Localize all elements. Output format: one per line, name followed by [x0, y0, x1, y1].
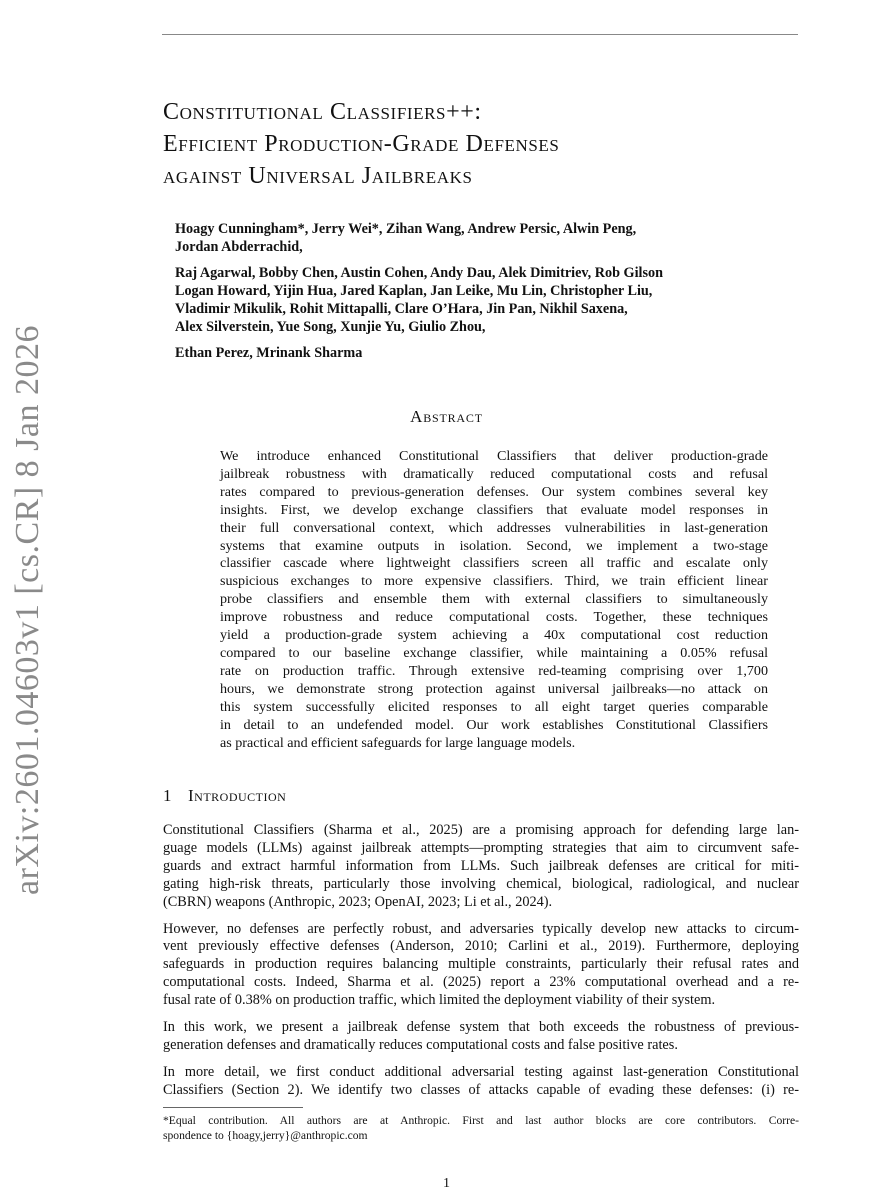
paragraph: [163, 1064, 799, 1100]
abstract-heading: Abstract: [410, 407, 483, 426]
body-line: fusal rate of 0.38% on production traffic, which limited the deployment viability of their system.: [163, 992, 716, 1009]
section-title: Introduction: [188, 786, 287, 805]
body-line: guage models (LLMs) against jailbreak attempts—prompting strategies that aim to circumvent safe-: [163, 839, 799, 856]
author-list: [175, 220, 775, 370]
body-line: computational costs. Indeed, Sharma et al. (2025) report a 23% computational overhead and a re-: [163, 974, 799, 991]
body-line: In this work, we present a jailbreak defense system that both exceeds the robustness of previous-: [163, 1019, 799, 1036]
paragraph: [163, 822, 799, 912]
author-block-1: [175, 220, 775, 256]
abstract-line: suspicious exchanges to more expensive classifiers. Third, we train efficient linear: [220, 573, 768, 590]
body-line: However, no defenses are perfectly robust, and adversaries typically develop new attacks to circum-: [163, 920, 799, 937]
abstract-line: improve robustness and reduce computational costs. Together, these techniques: [220, 609, 768, 626]
title-line-2: Efficient Production-Grade Defenses: [163, 131, 560, 157]
abstract-line: their full conversational context, which addresses vulnerabilities in last-generation: [220, 519, 768, 536]
paragraph: [163, 1019, 799, 1055]
body-line: In more detail, we first conduct additional adversarial testing against last-generation Constitutional: [163, 1063, 799, 1080]
author-block-2: [175, 264, 775, 336]
abstract-line: systems that examine outputs in isolation. Second, we implement a two-stage: [220, 537, 768, 554]
author-line: Alex Silverstein, Yue Song, Xunjie Yu, Giulio Zhou,: [175, 319, 486, 335]
top-rule: [162, 34, 798, 35]
section-heading: [163, 786, 286, 806]
author-line: Jordan Abderrachid,: [175, 239, 303, 255]
footnote-rule: [163, 1107, 303, 1108]
author-line: Vladimir Mikulik, Rohit Mittapalli, Clare O’Hara, Jin Pan, Nikhil Saxena,: [175, 301, 628, 317]
author-block-3: [175, 344, 775, 362]
abstract-body: [220, 448, 768, 752]
title-line-3: against Universal Jailbreaks: [163, 163, 473, 189]
section-number: 1: [163, 786, 172, 805]
abstract-line: insights. First, we develop exchange classifiers that evaluate model responses in: [220, 501, 768, 518]
body-line: guards and extract harmful information from LLMs. Such jailbreak defenses are critical for miti-: [163, 857, 799, 874]
paragraph: [163, 921, 799, 1011]
author-line: Ethan Perez, Mrinank Sharma: [175, 345, 363, 361]
abstract-line: as practical and efficient safeguards for large language models.: [220, 734, 576, 751]
author-line: Logan Howard, Yijin Hua, Jared Kaplan, Jan Leike, Mu Lin, Christopher Liu,: [175, 283, 653, 299]
footnote-line: spondence to {hoagy,jerry}@anthropic.com: [163, 1129, 368, 1142]
abstract-line: hours, we demonstrate strong protection against universal jailbreaks—no attack on: [220, 680, 768, 697]
body-line: gating high-risk threats, particularly those involving chemical, biological, radiological, and nuclear: [163, 875, 799, 892]
abstract-line: We introduce enhanced Constitutional Classifiers that deliver production-grade: [220, 448, 768, 464]
abstract-line: yield a production-grade system achieving a 40x computational cost reduction: [220, 627, 768, 644]
body-line: (CBRN) weapons (Anthropic, 2023; OpenAI, 2023; Li et al., 2024).: [163, 893, 553, 910]
abstract-line: probe classifiers and ensemble them with external classifiers to simultaneously: [220, 591, 768, 608]
author-line: Raj Agarwal, Bobby Chen, Austin Cohen, Andy Dau, Alek Dimitriev, Rob Gilson: [175, 265, 663, 281]
body-line: vent previously effective defenses (Anderson, 2010; Carlini et al., 2019). Furthermore, deploying: [163, 938, 799, 955]
paper-title: [163, 96, 803, 192]
abstract-line: rates compared to previous-generation defenses. Our system combines several key: [220, 483, 768, 500]
abstract-line: jailbreak robustness with dramatically reduced computational costs and refusal: [220, 465, 768, 482]
abstract-line: rate on production traffic. Through extensive red-teaming comprising over 1,700: [220, 662, 768, 679]
body-line: safeguards in production requires balancing multiple constraints, particularly their refusal rates and: [163, 956, 799, 973]
title-line-1: Constitutional Classifiers++:: [163, 99, 482, 125]
footnote: [163, 1113, 799, 1143]
abstract-line: this system successfully elicited responses to all eight target queries comparable: [220, 698, 768, 715]
intro-body: [163, 822, 799, 1109]
abstract-line: classifier cascade where lightweight classifiers screen all traffic and escalate only: [220, 555, 768, 572]
abstract-line: compared to our baseline exchange classifier, while maintaining a 0.05% refusal: [220, 644, 768, 661]
author-line: Hoagy Cunningham*, Jerry Wei*, Zihan Wang, Andrew Persic, Alwin Peng,: [175, 221, 637, 237]
abstract-line: in detail to an undefended model. Our work establishes Constitutional Classifiers: [220, 716, 768, 733]
body-line: Classifiers (Section 2). We identify two classes of attacks capable of evading these defenses: (i) re-: [163, 1081, 799, 1098]
arxiv-id: arXiv:2601.04603v1 [cs.CR] 8 Jan 2026: [9, 324, 47, 896]
footnote-line: *Equal contribution. All authors are at Anthropic. First and last author blocks are core contributors. Corre-: [163, 1114, 799, 1127]
body-line: Constitutional Classifiers (Sharma et al., 2025) are a promising approach for defending large lan-: [163, 822, 799, 838]
page-number: 1: [443, 1176, 450, 1191]
body-line: generation defenses and dramatically reduces computational costs and false positive rates.: [163, 1036, 678, 1053]
